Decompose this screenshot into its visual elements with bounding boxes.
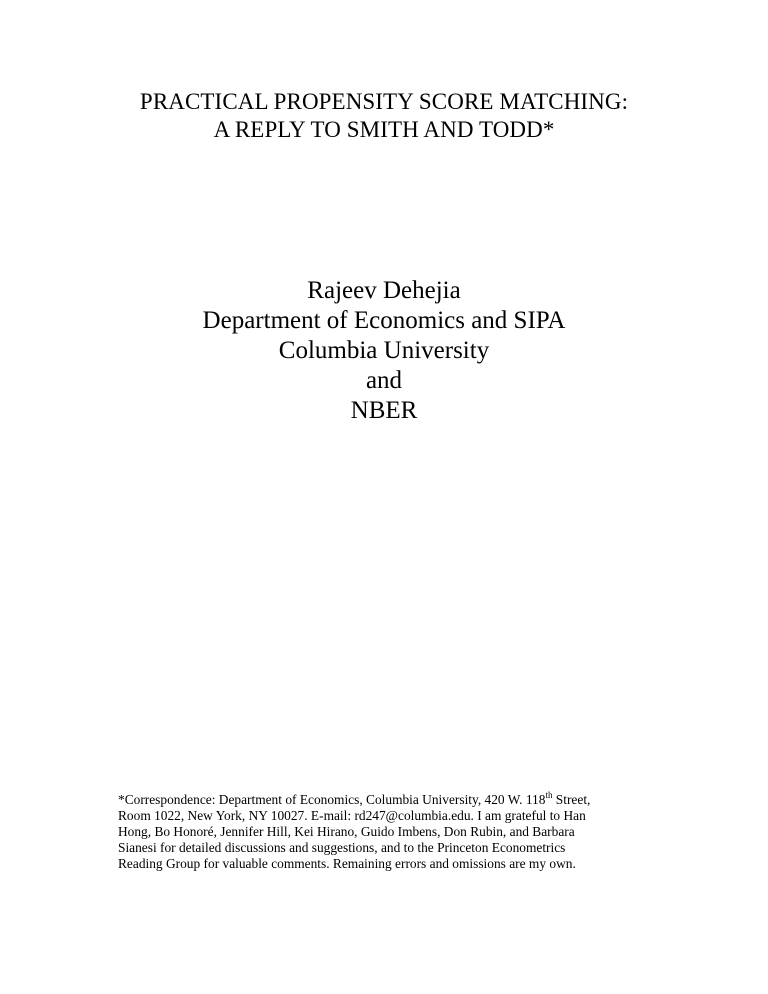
author-university: Columbia University [278,337,490,364]
author-affiliation: NBER [350,397,418,424]
title-line-1: PRACTICAL PROPENSITY SCORE MATCHING: [139,89,629,114]
footnote-line-1-text: *Correspondence: Department of Economics, Columbia University, 420 W. 118 [118,792,546,807]
title-line-2: A REPLY TO SMITH AND TODD* [213,117,555,142]
footnote-line-1 [118,789,658,808]
correspondence-footnote [118,789,658,872]
footnote-line-4: Sianesi for detailed discussions and suggestions, and to the Princeton Econometrics [118,840,566,856]
paper-title [0,88,768,144]
author-block [0,276,768,426]
footnote-line-2: Room 1022, New York, NY 10027. E-mail: rd247@columbia.edu. I am grateful to Han [118,808,586,824]
author-conjunction: and [365,367,403,394]
footnote-line-1-end: Street, [552,792,591,807]
author-department: Department of Economics and SIPA [202,307,566,334]
ordinal-superscript: th [545,789,553,800]
footnote-line-3: Hong, Bo Honoré, Jennifer Hill, Kei Hirano, Guido Imbens, Don Rubin, and Barbara [118,824,575,840]
author-name: Rajeev Dehejia [307,277,461,304]
footnote-line-5: Reading Group for valuable comments. Remaining errors and omissions are my own. [118,856,576,872]
